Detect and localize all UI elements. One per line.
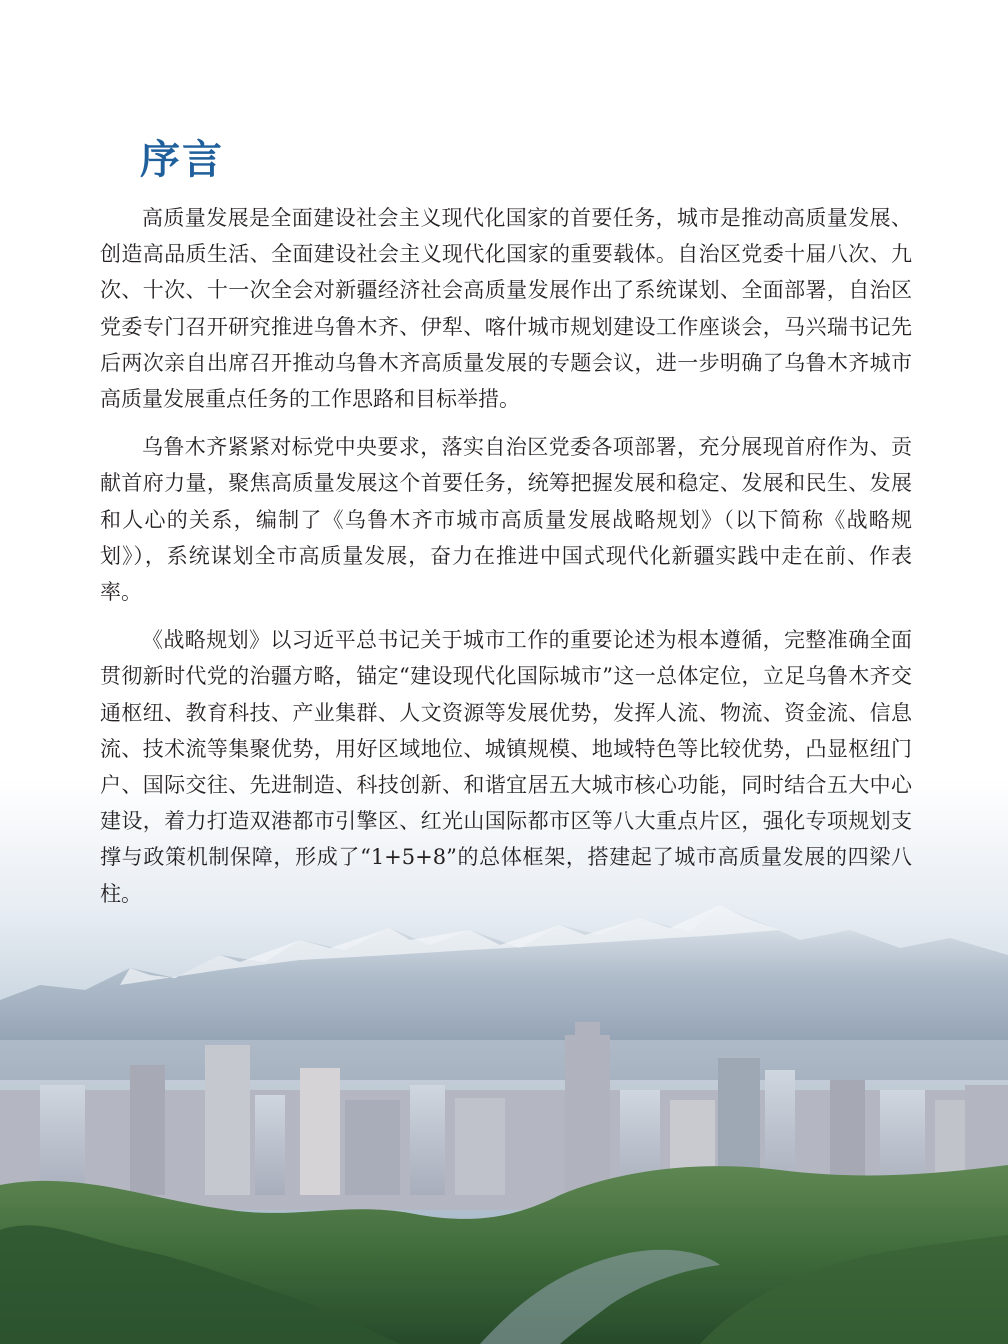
paragraph: 《战略规划》以习近平总书记关于城市工作的重要论述为根本遵循，完整准确全面贯彻新时代党的治疆方略，锚定“建设现代化国际城市”这一总体定位，立足乌鲁木齐交通枢纽、教育科技、产业集群、人文资源等发展优势，发挥人流、物流、资金流、信息流、技术流等集聚优势，用好区域地位、城镇规模、地域特色等比较优势，凸显枢纽门户、国际交往、先进制造、科技创新、和谐宜居五大城市核心功能，同时结合五大中心建设，着力打造双港都市引擎区、红光山国际都市区等八大重点片区，强化专项规划支撑与政策机制保障，形成了“1+5+8”的总体框架，搭建起了城市高质量发展的四梁八柱。 bbox=[100, 628, 912, 906]
paragraph: 高质量发展是全面建设社会主义现代化国家的首要任务，城市是推动高质量发展、创造高品质生活、全面建设社会主义现代化国家的重要载体。自治区党委十届八次、九次、十次、十一次全会对新疆经济社会高质量发展作出了系统谋划、全面部署，自治区党委专门召开研究推进乌鲁木齐、伊犁、喀什城市规划建设工作座谈会，马兴瑞书记先后两次亲自出席召开推动乌鲁木齐高质量发展的专题会议，进一步明确了乌鲁木齐城市高质量发展重点任务的工作思路和目标举措。 bbox=[100, 206, 912, 412]
page-title: 序言 bbox=[140, 137, 224, 183]
paragraph: 乌鲁木齐紧紧对标党中央要求，落实自治区党委各项部署，充分展现首府作为、贡献首府力量，聚焦高质量发展这个首要任务，统筹把握发展和稳定、发展和民生、发展和人心的关系，编制了《乌鲁木齐市城市高质量发展战略规划》（以下简称《战略规划》），系统谋划全市高质量发展，奋力在推进中国式现代化新疆实践中走在前、作表率。 bbox=[100, 435, 912, 605]
preface-body bbox=[100, 200, 912, 924]
